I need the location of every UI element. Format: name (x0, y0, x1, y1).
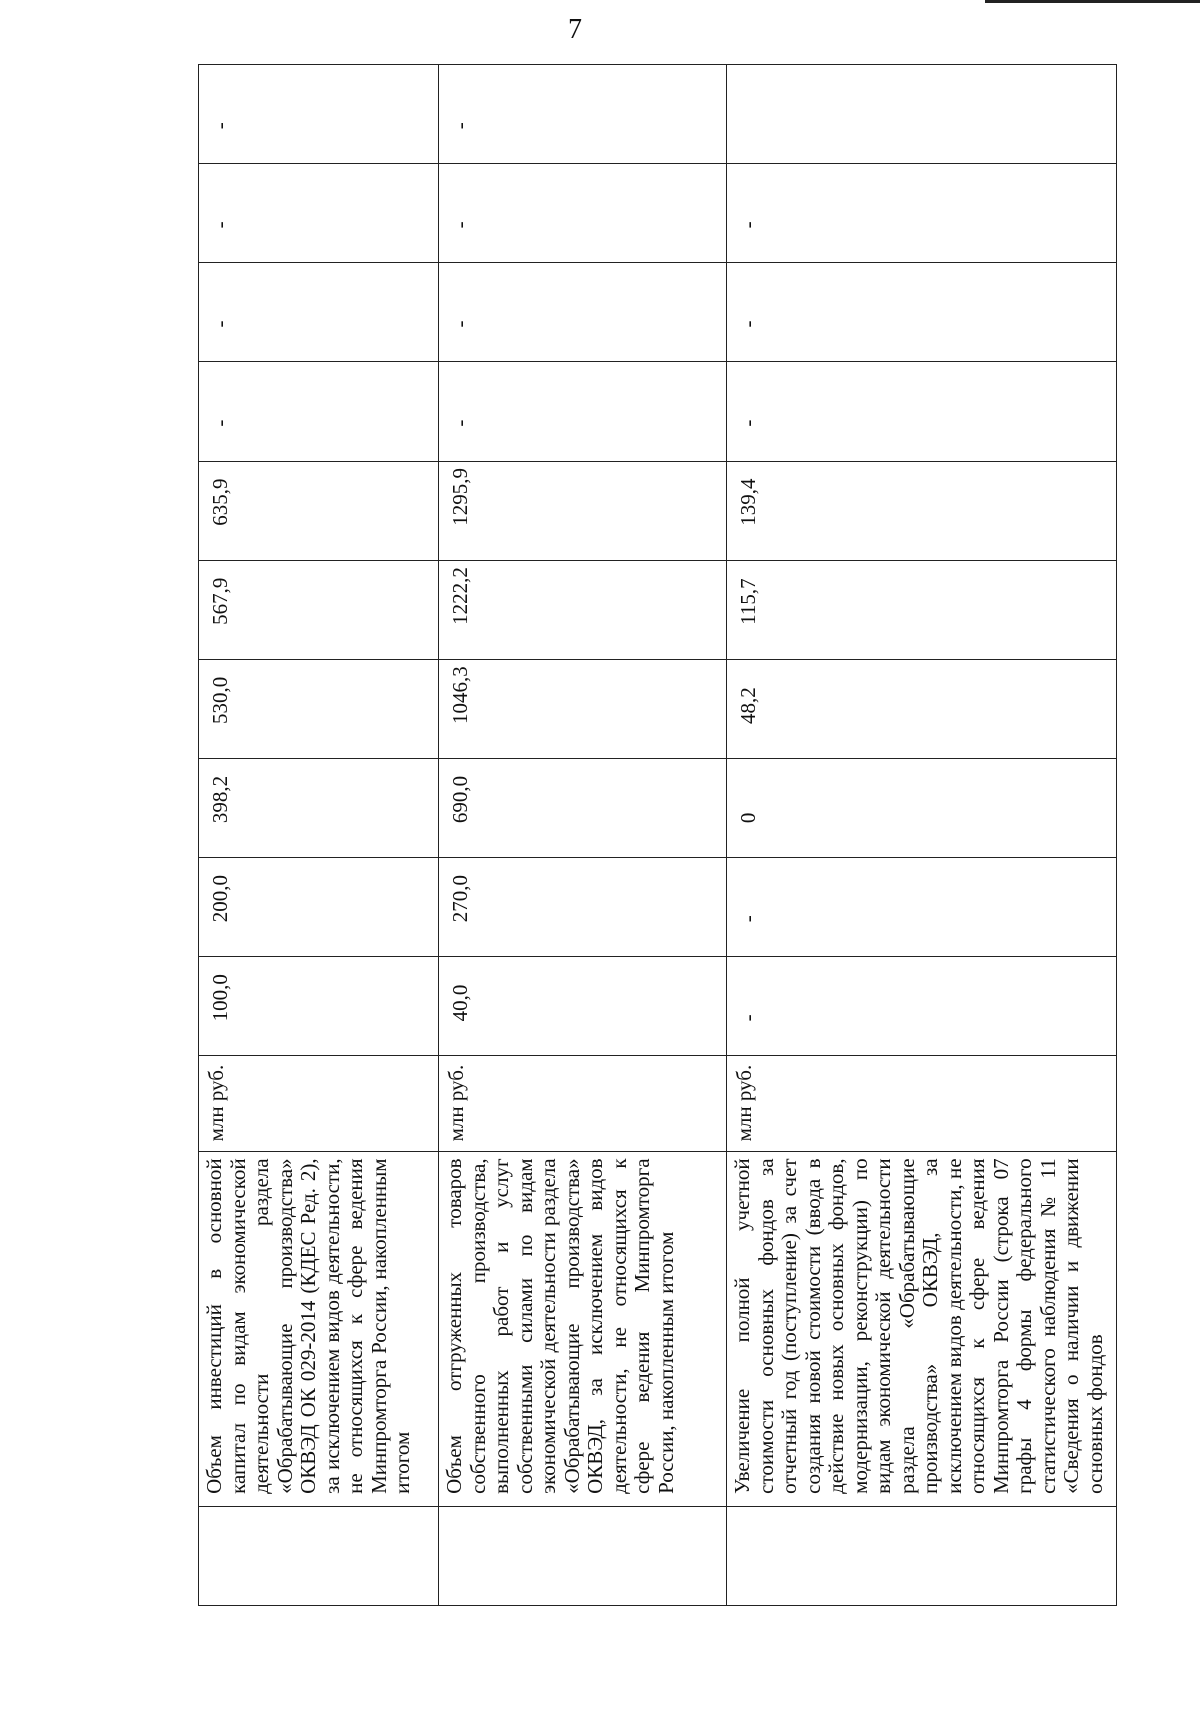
value-cell: - (439, 65, 727, 164)
value-cell: 398,2 (199, 758, 439, 857)
rotated-table-container (198, 64, 1116, 1606)
row-index-cell (727, 1506, 1117, 1605)
value-cell: - (439, 263, 727, 362)
value-cell: 48,2 (727, 659, 1117, 758)
value-cell: - (199, 164, 439, 263)
unit-cell: млн руб. (439, 1056, 727, 1152)
value-cell: 0 (727, 758, 1117, 857)
unit-cell: млн руб. (199, 1056, 439, 1152)
value-cell: 530,0 (199, 659, 439, 758)
value-cell: 139,4 (727, 461, 1117, 560)
value-cell: - (439, 164, 727, 263)
value-cell: - (727, 263, 1117, 362)
unit-cell: млн руб. (727, 1056, 1117, 1152)
value-cell: - (199, 362, 439, 461)
indicator-name-cell: Объем инвестиций в основной капитал по видам экономической деятельности раздела «Обрабатывающие производства» ОКВЭД ОК 029-2014 (КДЕС Ред. 2), за исключением видов деятельности, не относящихся к сфере ведения Минпромторга России, накопленным итогом (199, 1152, 439, 1506)
table-row (199, 65, 439, 1606)
value-cell: - (727, 164, 1117, 263)
indicator-name-cell: Увеличение полной учетной стоимости основных фондов за отчетный год (поступление) за счет создания новой стоимости (ввода в действие новых основных фондов, модернизации, реконструкции) по видам экономической деятельности раздела «Обрабатывающие производства» ОКВЭД, за исключением видов деятельности, не относящихся к сфере ведения Минпромторга России (строка 07 графы 4 формы федерального статистического наблюдения № 11 «Сведения о наличии и движении основных фондов (727, 1152, 1117, 1506)
top-rule (985, 0, 1200, 3)
value-cell: 635,9 (199, 461, 439, 560)
value-cell: - (199, 65, 439, 164)
page-number: 7 (568, 14, 582, 45)
indicators-table (198, 64, 1117, 1606)
value-cell: 1295,9 (439, 461, 727, 560)
value-cell: 115,7 (727, 560, 1117, 659)
value-cell: 40,0 (439, 957, 727, 1056)
value-cell: 270,0 (439, 858, 727, 957)
indicator-name-cell: Объем отгруженных товаров собственного производства, выполненных работ и услуг собственными силами по видам экономической деятельности раздела «Обрабатывающие производства» ОКВЭД, за исключением видов деятельности, не относящихся к сфере ведения Минпромторга России, накопленным итогом (439, 1152, 727, 1506)
row-index-cell (439, 1506, 727, 1605)
table-row (727, 65, 1117, 1606)
value-cell (727, 65, 1117, 164)
value-cell: 1222,2 (439, 560, 727, 659)
value-cell: 690,0 (439, 758, 727, 857)
value-cell: 200,0 (199, 858, 439, 957)
value-cell: 100,0 (199, 957, 439, 1056)
value-cell: - (727, 957, 1117, 1056)
value-cell: 567,9 (199, 560, 439, 659)
table-row (439, 65, 727, 1606)
row-index-cell (199, 1506, 439, 1605)
value-cell: - (199, 263, 439, 362)
value-cell: 1046,3 (439, 659, 727, 758)
value-cell: - (727, 858, 1117, 957)
value-cell: - (439, 362, 727, 461)
value-cell: - (727, 362, 1117, 461)
